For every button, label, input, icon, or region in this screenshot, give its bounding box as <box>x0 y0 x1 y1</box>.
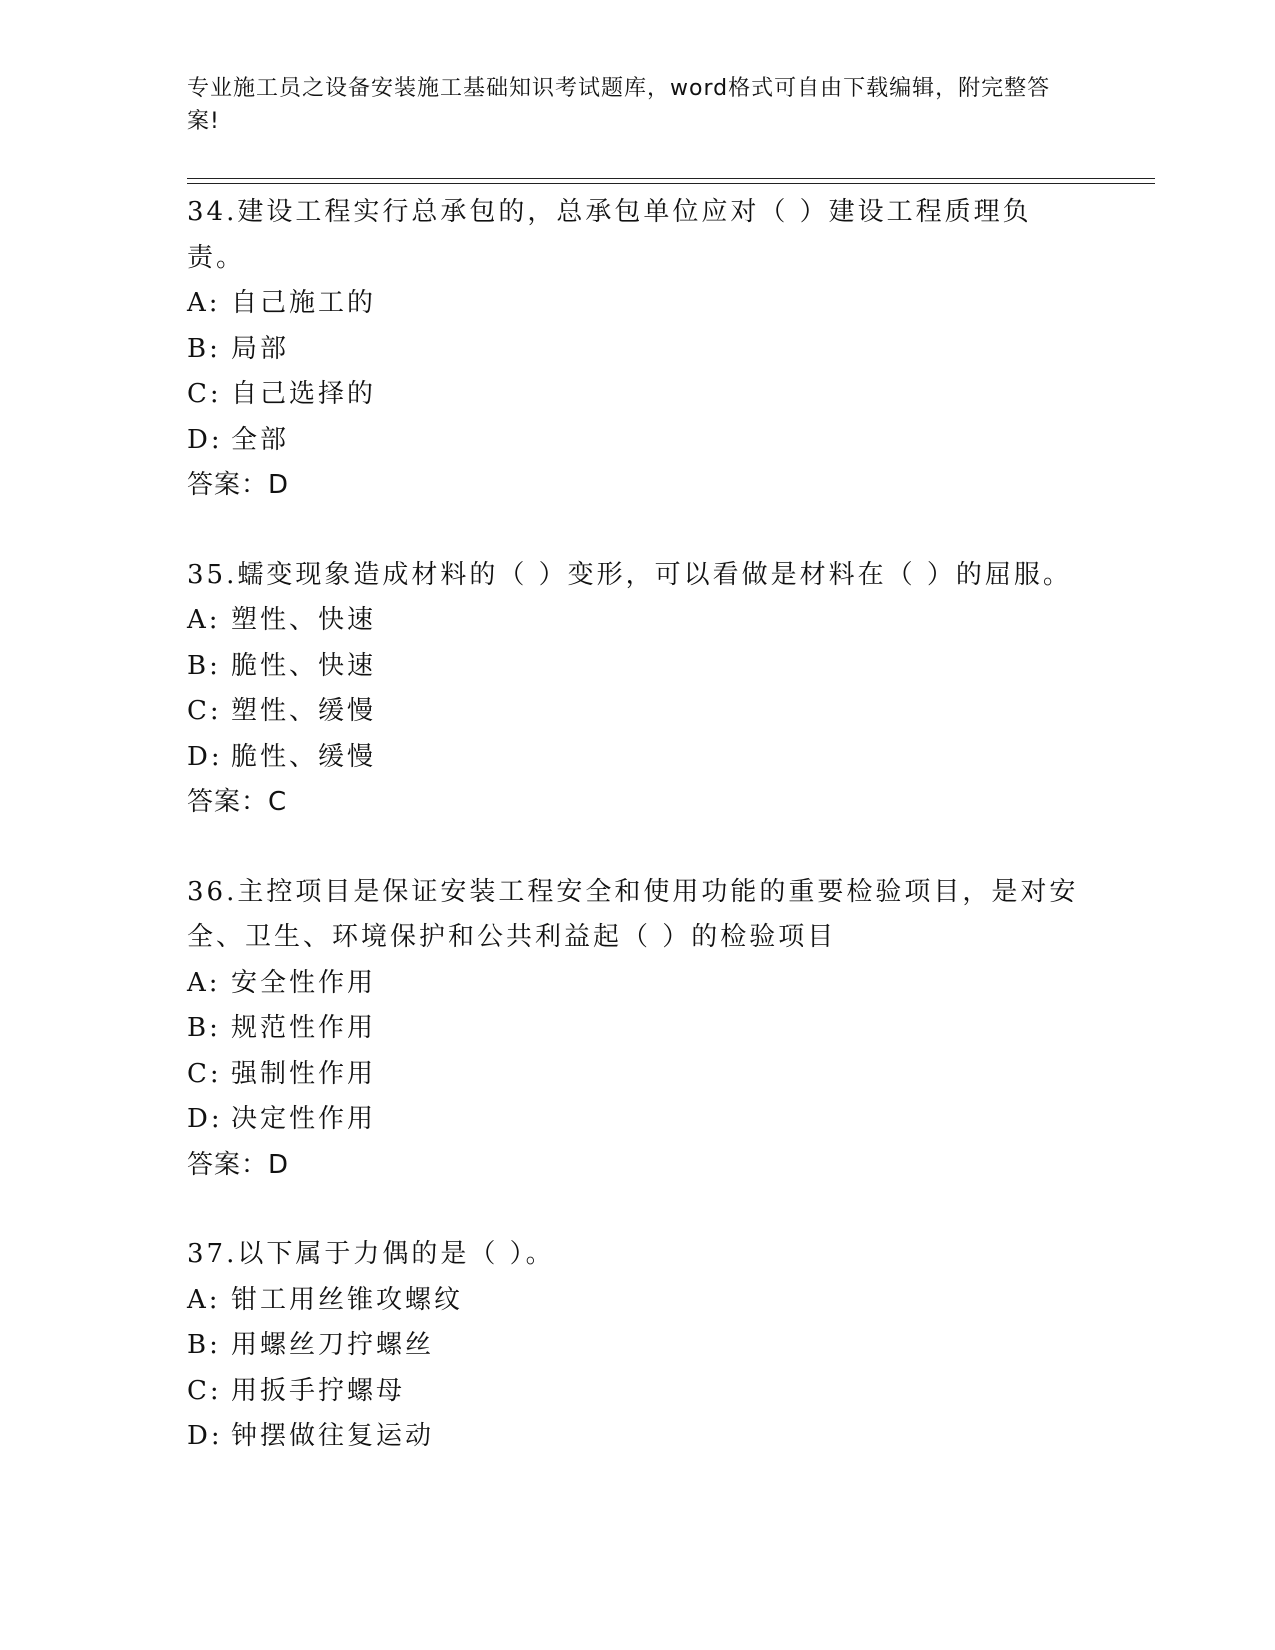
option-text: 钳工用丝锥攻螺纹 <box>231 1284 464 1315</box>
option-c <box>187 372 1087 418</box>
option-letter: C: <box>187 1375 222 1406</box>
option-text: 用扳手拧螺母 <box>231 1375 406 1406</box>
header-rule-bottom <box>187 183 1155 184</box>
option-c <box>187 1052 1087 1098</box>
option-text: 局部 <box>231 333 290 364</box>
option-text: 安全性作用 <box>231 967 377 998</box>
option-letter: B: <box>187 333 221 364</box>
option-b <box>187 327 1087 373</box>
option-d <box>187 1097 1087 1143</box>
option-text: 钟摆做往复运动 <box>231 1421 435 1451</box>
question-35 <box>187 553 1087 826</box>
option-letter: D: <box>187 1421 223 1451</box>
answer-line: 答案：D <box>187 470 290 500</box>
header-rule-top <box>187 178 1155 179</box>
option-a <box>187 961 1087 1007</box>
question-34 <box>187 190 1087 509</box>
answer-line: 答案：C <box>187 787 288 817</box>
option-letter: C: <box>187 696 222 726</box>
option-letter: A: <box>187 605 221 635</box>
option-letter: A: <box>187 1284 221 1315</box>
option-d <box>187 1414 1087 1460</box>
option-text: 脆性、缓慢 <box>231 741 377 772</box>
option-text: 全部 <box>231 424 290 455</box>
option-text: 用螺丝刀拧螺丝 <box>231 1330 435 1360</box>
option-a <box>187 281 1087 327</box>
answer-line: 答案：D <box>187 1149 290 1180</box>
option-letter: B: <box>187 650 221 681</box>
option-text: 规范性作用 <box>231 1013 377 1043</box>
option-letter: D: <box>187 424 223 455</box>
option-letter: A: <box>187 967 221 998</box>
document-header: 专业施工员之设备安装施工基础知识考试题库，word格式可自由下载编辑，附完整答案! <box>187 76 1051 134</box>
question-36 <box>187 870 1087 1189</box>
option-text: 塑性、快速 <box>231 605 377 635</box>
option-letter: C: <box>187 379 222 409</box>
option-c <box>187 689 1087 735</box>
option-letter: B: <box>187 1013 221 1043</box>
question-stem: 34.建设工程实行总承包的，总承包单位应对（ ）建设工程质理负责。 <box>187 197 1032 273</box>
question-stem: 35.蠕变现象造成材料的（ ）变形，可以看做是材料在（ ）的屈服。 <box>187 559 1072 590</box>
question-stem: 37.以下属于力偶的是（ ）。 <box>187 1239 555 1269</box>
option-text: 决定性作用 <box>231 1104 377 1134</box>
option-text: 自己施工的 <box>231 288 377 318</box>
option-c <box>187 1369 1087 1415</box>
option-b <box>187 1006 1087 1052</box>
option-a <box>187 598 1087 644</box>
question-stem: 36.主控项目是保证安装工程安全和使用功能的重要检验项目，是对安全、卫生、环境保护和公共利益起（ ）的检验项目 <box>187 876 1079 952</box>
option-text: 脆性、快速 <box>231 650 377 681</box>
option-text: 自己选择的 <box>231 379 377 409</box>
option-letter: B: <box>187 1330 221 1360</box>
option-letter: A: <box>187 288 221 318</box>
question-list <box>187 190 1087 1504</box>
option-b <box>187 644 1087 690</box>
option-b <box>187 1323 1087 1369</box>
option-letter: D: <box>187 741 223 772</box>
option-d <box>187 735 1087 781</box>
option-letter: D: <box>187 1104 223 1134</box>
option-text: 塑性、缓慢 <box>231 696 377 726</box>
option-d <box>187 418 1087 464</box>
option-text: 强制性作用 <box>231 1058 377 1089</box>
question-37 <box>187 1232 1087 1460</box>
option-a <box>187 1278 1087 1324</box>
option-letter: C: <box>187 1058 222 1089</box>
